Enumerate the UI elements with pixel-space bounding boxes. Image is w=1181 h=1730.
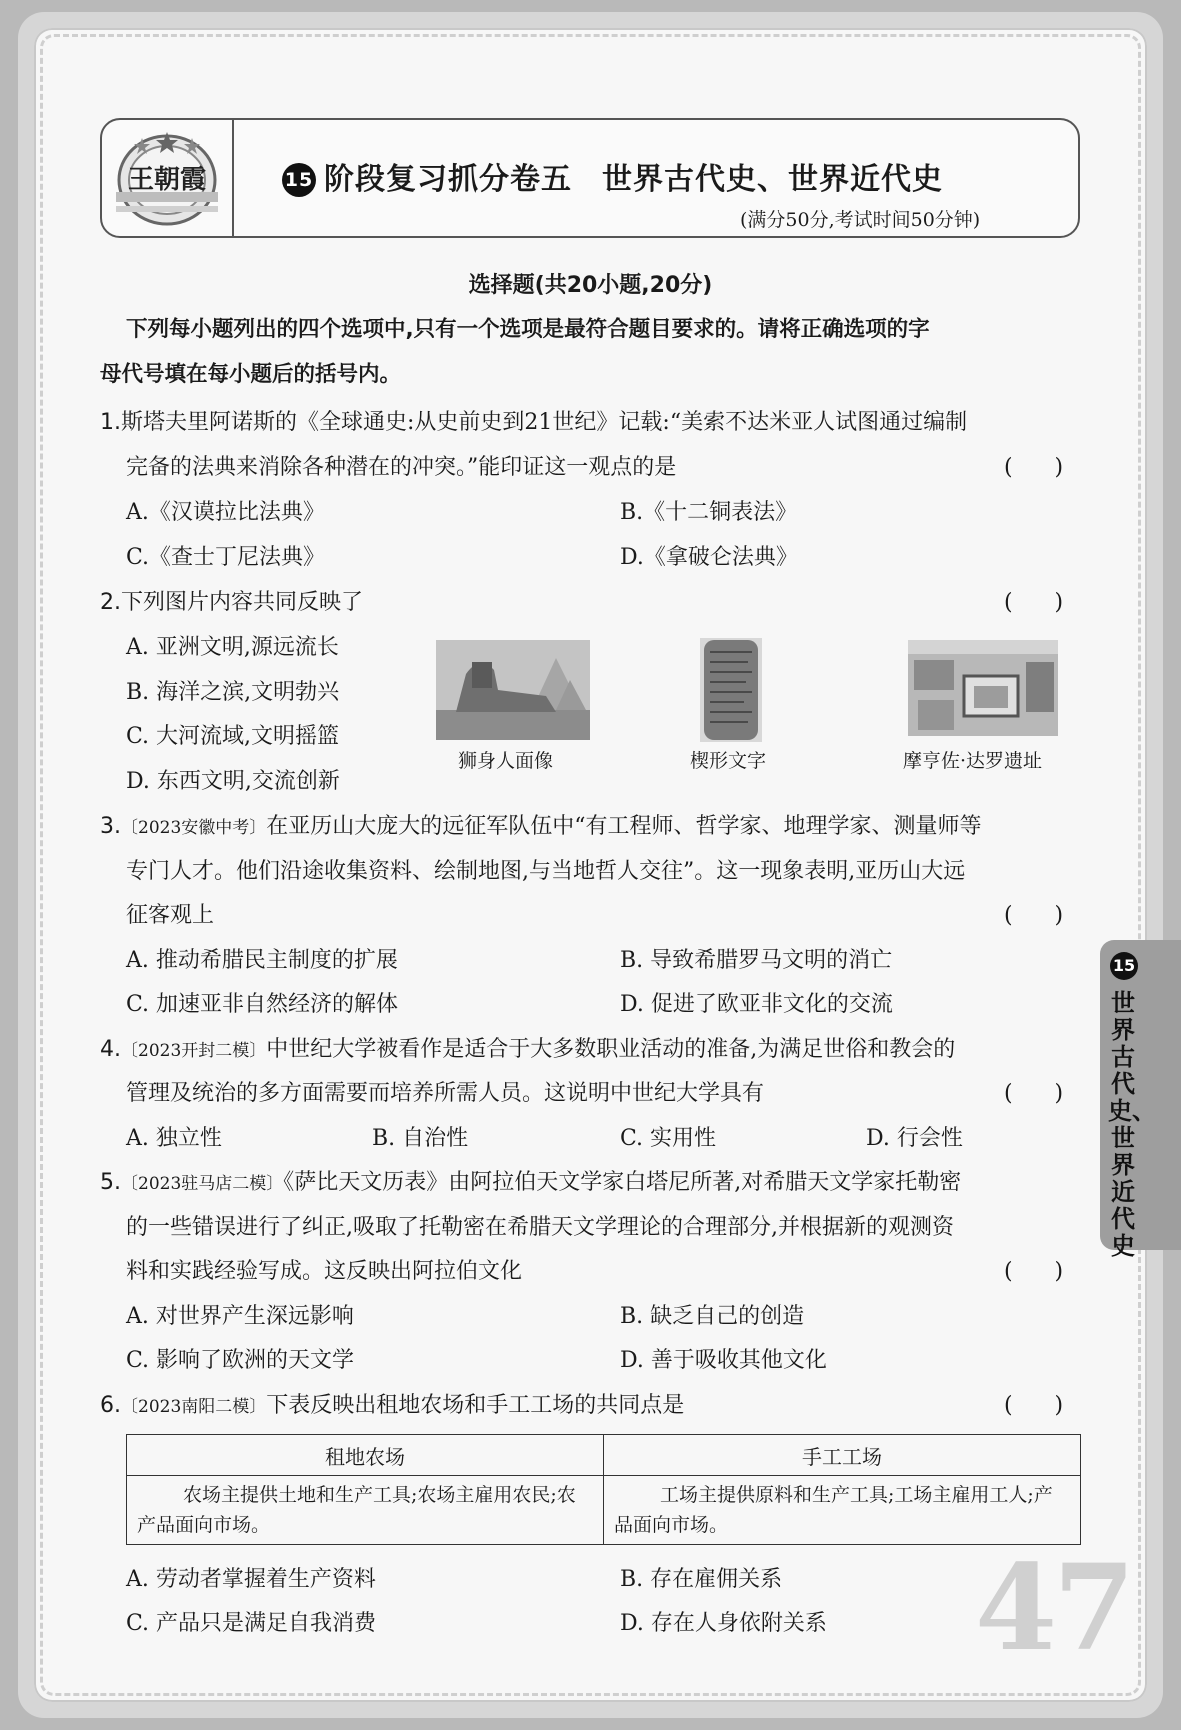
q6-option-b: B. 存在雇佣关系 xyxy=(620,1567,783,1592)
table-header-farm: 租地农场 xyxy=(127,1435,604,1476)
answer-bracket-3[interactable]: ( ) xyxy=(1004,903,1064,928)
answer-bracket-5[interactable]: ( ) xyxy=(1004,1259,1064,1284)
question-6-number: 6. xyxy=(100,1393,121,1418)
table-cell-workshop xyxy=(604,1476,1081,1545)
caption-sphinx: 狮身人面像 xyxy=(458,750,554,772)
page-number: 47 xyxy=(975,1538,1132,1677)
title-part1: 阶段复习抓分卷五 xyxy=(324,162,572,197)
question-5-number: 5. xyxy=(100,1170,121,1195)
logo-seal xyxy=(110,126,224,230)
question-3-line-3: 征客观上 xyxy=(126,903,215,928)
intro-line-2: 母代号填在每小题后的括号内。 xyxy=(100,362,402,387)
question-6-text: 下表反映出租地农场和手工工场的共同点是 xyxy=(266,1393,685,1418)
q1-option-b: B.《十二铜表法》 xyxy=(620,500,798,525)
q4-option-b: B. 自治性 xyxy=(372,1126,469,1151)
question-4-line-2: 管理及统治的多方面需要而培养所需人员。这说明中世纪大学具有 xyxy=(126,1081,765,1106)
question-3-source: 〔2023安徽中考〕 xyxy=(121,818,267,838)
section-title: 选择题(共20小题,20分) xyxy=(468,273,713,298)
q3-option-c: C. 加速亚非自然经济的解体 xyxy=(126,992,399,1017)
question-5-line-2: 的一些错误进行了纠正,吸取了托勒密在希腊天文学理论的合理部分,并根据新的观测资 xyxy=(126,1215,954,1240)
question-3-text: 在亚历山大庞大的远征军队伍中“有工程师、哲学家、地理学家、测量师等 xyxy=(266,814,982,839)
q5-option-b: B. 缺乏自己的创造 xyxy=(620,1304,805,1329)
sphinx-image xyxy=(436,640,590,740)
question-3-line-2: 专门人才。他们沿途收集资料、绘制地图,与当地哲人交往”。这一现象表明,亚历山大远 xyxy=(126,859,966,884)
question-1-number: 1. xyxy=(100,410,121,435)
question-2-text: 下列图片内容共同反映了 xyxy=(121,590,364,615)
q4-option-c: C. 实用性 xyxy=(620,1126,717,1151)
question-4-source: 〔2023开封二模〕 xyxy=(121,1041,267,1061)
q5-option-c: C. 影响了欧洲的天文学 xyxy=(126,1348,355,1373)
q3-option-a: A. 推动希腊民主制度的扩展 xyxy=(126,948,398,973)
title-part2: 世界古代史、世界近代史 xyxy=(602,162,943,197)
answer-bracket-6[interactable]: ( ) xyxy=(1004,1393,1064,1418)
cuneiform-tablet-image xyxy=(700,638,762,742)
question-4-number: 4. xyxy=(100,1037,121,1062)
q1-option-a: A.《汉谟拉比法典》 xyxy=(126,500,325,525)
question-5-text: 《萨比天文历表》由阿拉伯天文学家白塔尼所著,对希腊天文学家托勒密 xyxy=(283,1170,962,1195)
svg-text:王朝霞: 王朝霞 xyxy=(127,165,207,195)
q6-option-a: A. 劳动者掌握着生产资料 xyxy=(126,1567,376,1592)
q2-option-d: D. 东西文明,交流创新 xyxy=(126,769,340,794)
question-2-number: 2. xyxy=(100,590,121,615)
question-5-line-3: 料和实践经验写成。这反映出阿拉伯文化 xyxy=(126,1259,523,1284)
chapter-title xyxy=(282,154,943,198)
caption-mohenjo-daro: 摩亨佐·达罗遗址 xyxy=(903,750,1043,772)
answer-bracket-4[interactable]: ( ) xyxy=(1004,1081,1064,1106)
question-4-line-1 xyxy=(100,1035,955,1066)
side-tab-text: 世界古代史、世界近代史 xyxy=(1108,989,1156,1260)
table-header-row xyxy=(127,1435,1081,1476)
caption-cuneiform: 楔形文字 xyxy=(690,750,767,772)
exam-meta: (满分50分,考试时间50分钟) xyxy=(740,209,981,231)
question-3-line-1 xyxy=(100,812,982,843)
q3-option-b: B. 导致希腊罗马文明的消亡 xyxy=(620,948,893,973)
q6-option-d: D. 存在人身依附关系 xyxy=(620,1611,827,1636)
q2-option-b: B. 海洋之滨,文明勃兴 xyxy=(126,680,340,705)
q6-option-c: C. 产品只是满足自我消费 xyxy=(126,1611,377,1636)
q1-option-c: C.《查士丁尼法典》 xyxy=(126,545,326,570)
question-1-text: 斯塔夫里阿诺斯的《全球通史:从史前史到21世纪》记载:“美索不达米亚人试图通过编制 xyxy=(121,410,968,435)
comparison-table xyxy=(126,1434,1081,1545)
q4-option-d: D. 行会性 xyxy=(866,1126,963,1151)
table-header-workshop: 手工工场 xyxy=(604,1435,1081,1476)
table-cell-farm-text: 农场主提供土地和生产工具;农场主雇用农民;农产品面向市场。 xyxy=(137,1484,576,1536)
question-1-line-1 xyxy=(100,408,967,438)
chapter-number-badge: 15 xyxy=(282,163,316,197)
q4-option-a: A. 独立性 xyxy=(126,1126,222,1151)
q2-option-a: A. 亚洲文明,源远流长 xyxy=(126,635,339,660)
table-cell-farm xyxy=(127,1476,604,1545)
q2-option-c: C. 大河流域,文明摇篮 xyxy=(126,724,340,749)
q3-option-d: D. 促进了欧亚非文化的交流 xyxy=(620,992,893,1017)
table-cell-workshop-text: 工场主提供原料和生产工具;工场主雇用工人;产品面向市场。 xyxy=(614,1484,1053,1536)
q5-option-d: D. 善于吸收其他文化 xyxy=(620,1348,827,1373)
question-3-number: 3. xyxy=(100,814,121,839)
q5-option-a: A. 对世界产生深远影响 xyxy=(126,1304,354,1329)
question-4-text: 中世纪大学被看作是适合于大多数职业活动的准备,为满足世俗和教会的 xyxy=(266,1037,956,1062)
question-6-source: 〔2023南阳二模〕 xyxy=(121,1397,267,1417)
answer-bracket-1[interactable]: ( ) xyxy=(1004,455,1064,480)
question-1-line-2: 完备的法典来消除各种潜在的冲突。”能印证这一观点的是 xyxy=(126,455,677,480)
table-row xyxy=(127,1476,1081,1545)
question-5-line-1 xyxy=(100,1168,961,1199)
q1-option-d: D.《拿破仑法典》 xyxy=(620,545,798,570)
question-6-line-1 xyxy=(100,1391,684,1422)
answer-bracket-2[interactable]: ( ) xyxy=(1004,590,1064,615)
intro-line-1: 下列每小题列出的四个选项中,只有一个选项是最符合题目要求的。请将正确选项的字 xyxy=(126,317,930,342)
mohenjo-daro-image xyxy=(908,640,1058,736)
question-5-source: 〔2023驻马店二模〕 xyxy=(121,1174,284,1194)
header-divider xyxy=(232,118,234,238)
question-2-line-1 xyxy=(100,588,363,618)
side-tab-number: 15 xyxy=(1110,952,1138,980)
